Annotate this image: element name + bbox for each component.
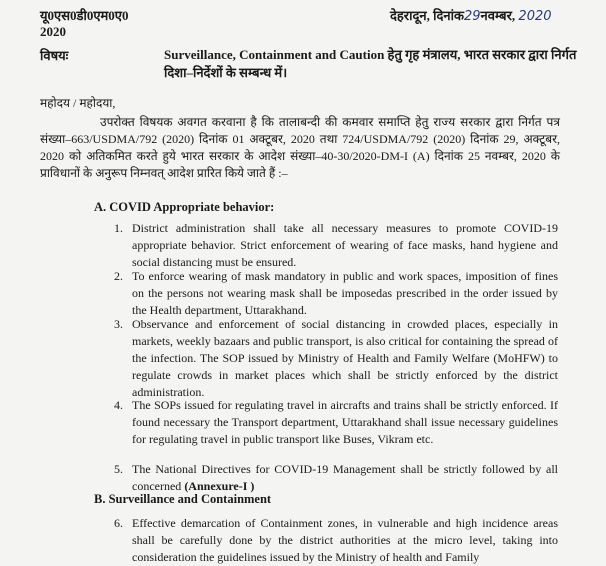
item-number: 5. (114, 462, 123, 476)
place-date (390, 6, 552, 24)
item-number: 2. (114, 269, 123, 283)
item-number: 1. (114, 221, 123, 235)
date-year: 2020 (518, 9, 552, 24)
subject-label: विषयः (40, 48, 69, 63)
item-text: To enforce wearing of mask mandatory in public and work spaces, imposition of fines on the persons not wearing mask shall be imposedas prescribed in the order issued by the Health department, Uttarakhand. (132, 269, 558, 317)
salutation: महोदय / महोदया, (40, 96, 116, 110)
item-text: District administration shall take all necessary measures to promote COVID-19 appropriate behavior. Strict enforcement of wearing of face masks, hand hygiene and social distancing must be ensured. (132, 221, 558, 269)
list-item (114, 397, 558, 448)
item-text: Observance and enforcement of social distancing in crowded places, especially in markets, weekly bazaars and public transport, is also critical for containing the spread of the infection. The SOP issued by Ministry of Health and Family Welfare (MoHFW) to regulate crowds in market places which shall be strictly enforced by the district administration. (132, 317, 558, 399)
list-item (114, 461, 558, 495)
item-text-wrapper (114, 461, 558, 495)
section-heading-b: B. Surveillance and Containment (94, 492, 272, 506)
annexure-reference: (Annexure-I ) (184, 479, 255, 493)
subject-text: Surveillance, Containment and Caution हेतु गृह मंत्रालय, भारत सरकार द्वारा निर्गत दिशा–निर्देशों के सम्बन्ध में। (164, 47, 577, 80)
item-number: 6. (114, 516, 123, 530)
list-item (114, 268, 558, 319)
item-text: Effective demarcation of Containment zones, in vulnerable and high incidence areas shall be carefully done by the district authorities at the micro level, taking into consideration the guidelines issued by the Ministry of health and Family (132, 516, 558, 564)
item-text: The National Directives for COVID-19 Management shall be strictly followed by all concerned (132, 462, 558, 493)
item-number: 3. (114, 317, 123, 331)
date-month: नवम्बर, (480, 8, 516, 23)
list-item (114, 515, 558, 566)
list-item (114, 220, 558, 271)
item-number: 4. (114, 398, 123, 412)
intro-paragraph: उपरोक्त विषयक अवगत करवाना है कि तालाबन्दी की कमवार समाप्ति हेतु राज्य सरकार द्वारा निर्गत पत्र संख्या–663/USDMA/792 (2020) दिनांक 01 अक्टूबर, 2020 तथा 724/USDMA/792 (2020) दिनांक 29, अक्टूबर, 2020 को अतिकमित करते हुये भारत सरकार के आदेश संख्या–40-30/2020-DM-I (A) दिनांक 25 नवम्बर, 2020 के प्राविधानों के अनुरूप निम्नवत् आदेश प्रारित किये जाते हैं :– (40, 115, 560, 180)
reference-year: 2020 (40, 24, 66, 39)
list-item (114, 316, 558, 401)
item-text: The SOPs issued for regulating travel in aircrafts and trains shall be strictly enforced. If found necessary the Transport department, Uttarakhand shall issue necessary guidelines for regulating travel in public transport like Buses, Vikram etc. (132, 398, 558, 446)
place-date-prefix: देहरादून, दिनांक (390, 8, 464, 23)
reference-number: यू0एस0डी0एम0ए0 (40, 8, 129, 23)
date-day: 29 (463, 9, 481, 24)
section-heading-a: A. COVID Appropriate behavior: (94, 200, 275, 214)
